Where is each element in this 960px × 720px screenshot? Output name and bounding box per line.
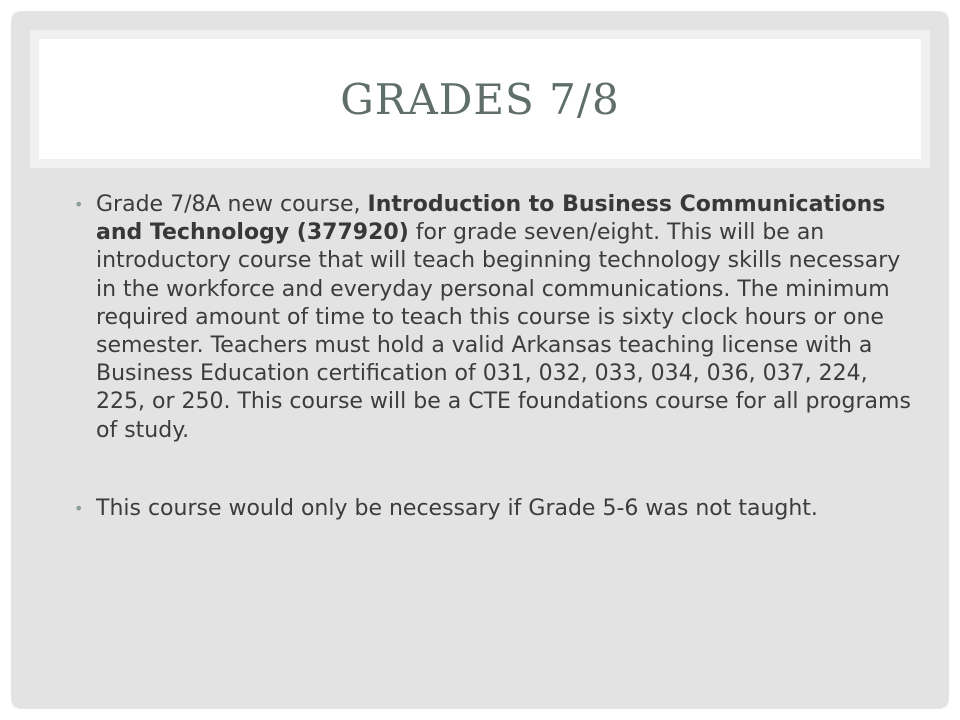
bullet-icon: • (74, 195, 84, 214)
slide-body (74, 191, 914, 523)
bullet-icon: • (74, 498, 84, 518)
bullet-text: This course would only be necessary if Grade 5-6 was not taught. (96, 495, 818, 521)
course-name: Introduction to Business Communications and Technology (377920) (96, 192, 886, 246)
slide-title: GRADES 7/8 (340, 74, 620, 124)
bullet-text-intro: Grade 7/8A new course, (96, 192, 368, 217)
bullet-text-detail: for grade seven/eight. This will be an introductory course that will teach beginning technology skills necessary in the workforce and everyday personal communications. The minimum required amount of time to teach this course is sixty clock hours or one semester. Teachers must hold a valid Arkansas teaching license with a Business Education certification of 031, 032, 033, 034, 036, 037, 224, 225, or 250. This course will be a CTE foundations course for all programs of study. (96, 220, 911, 443)
bullet-item-2 (74, 495, 914, 523)
bullet-item-1 (74, 191, 914, 445)
slide (11, 11, 949, 709)
title-box (30, 30, 930, 168)
